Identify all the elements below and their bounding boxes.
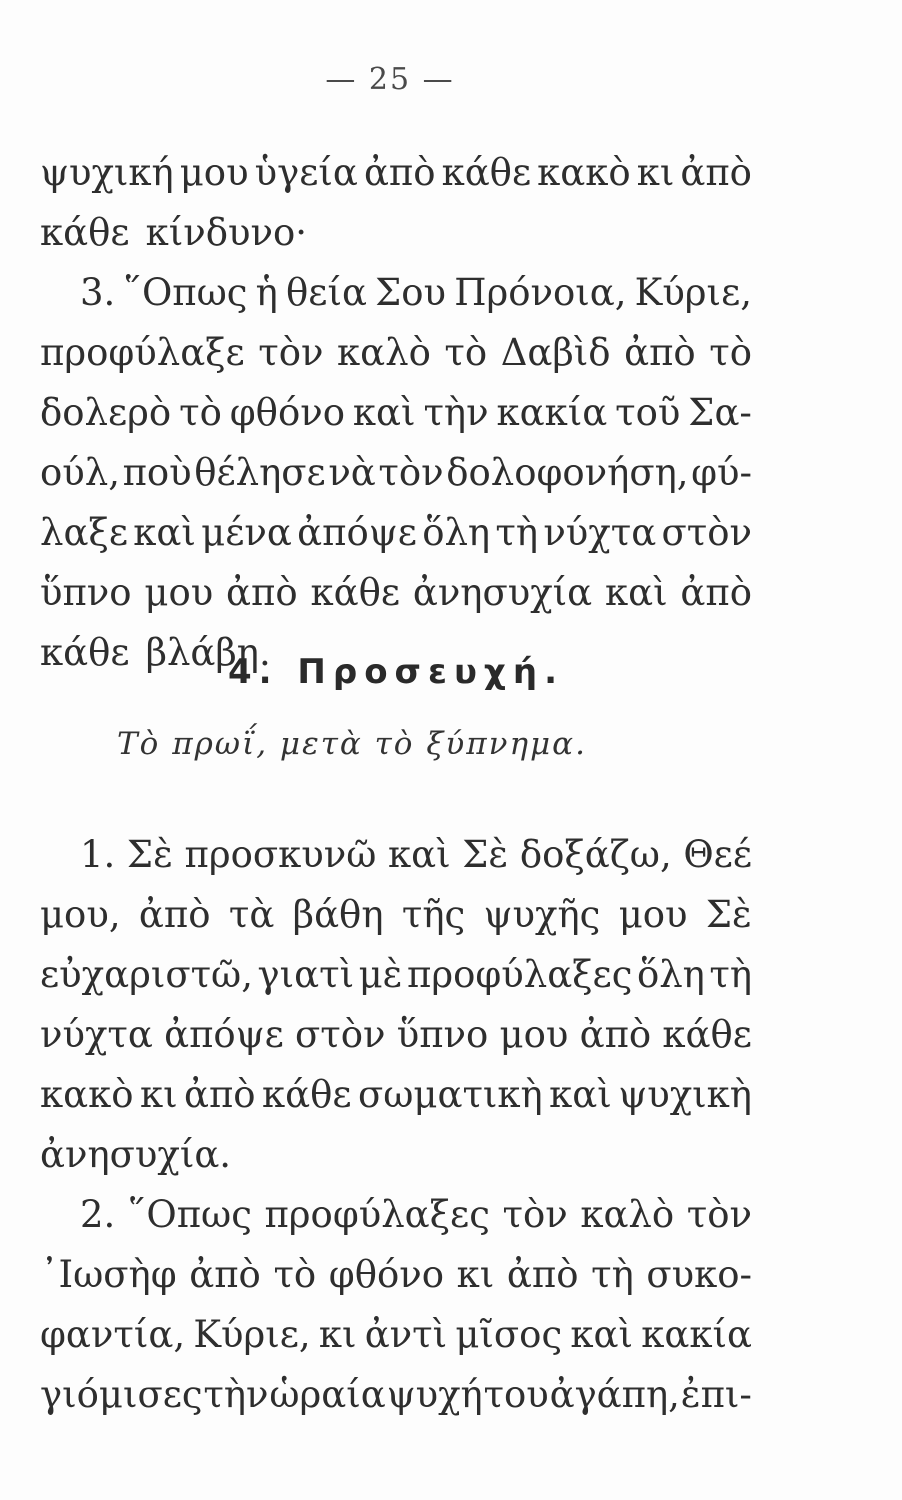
word: κάθε bbox=[662, 1013, 752, 1056]
word: προφύλαξε bbox=[40, 331, 245, 374]
text-line bbox=[40, 945, 752, 1005]
word: ὅλη bbox=[422, 511, 491, 554]
word: ὕπνο bbox=[40, 571, 132, 614]
word: ἀγάπη, bbox=[549, 1373, 680, 1416]
word: ψυχῆς bbox=[483, 893, 601, 936]
word: λαξε bbox=[40, 511, 128, 554]
word: τοῦ bbox=[615, 391, 681, 434]
word: ψυχική bbox=[40, 151, 174, 194]
word: ἀπὸ bbox=[189, 1253, 261, 1296]
word: ὕπνο bbox=[396, 1013, 489, 1056]
word: βλάβη. bbox=[145, 631, 271, 674]
word: καλὸ bbox=[580, 1193, 675, 1236]
word: γιατὶ bbox=[257, 953, 355, 996]
word: ἀνησυχία. bbox=[40, 1133, 232, 1176]
word: του bbox=[483, 1373, 549, 1416]
word: προφύλαξες bbox=[407, 953, 633, 996]
word: ὡραία bbox=[269, 1373, 386, 1416]
word: βάθη bbox=[292, 893, 384, 936]
word: κακὸ bbox=[537, 151, 631, 194]
text-line bbox=[40, 1065, 752, 1125]
word: τὴ bbox=[495, 511, 539, 554]
text-line bbox=[40, 203, 752, 263]
word: καὶ bbox=[352, 391, 416, 434]
word: κι bbox=[139, 1073, 178, 1116]
word: ἐπι- bbox=[680, 1373, 752, 1416]
word: μένα bbox=[201, 511, 292, 554]
word: ποὺ bbox=[122, 451, 192, 494]
word: ᾿Ιωσὴφ bbox=[40, 1253, 177, 1296]
word: 1. bbox=[80, 833, 116, 876]
word: γιόμισες bbox=[40, 1373, 203, 1416]
text-line bbox=[40, 263, 752, 323]
word: 2. bbox=[80, 1193, 116, 1236]
word: μου bbox=[144, 571, 214, 614]
word: Σου bbox=[375, 271, 447, 314]
word: σωματικὴ bbox=[358, 1073, 543, 1116]
word: συκο- bbox=[646, 1253, 752, 1296]
word: εὐχαριστῶ, bbox=[40, 953, 253, 996]
word: κάθε bbox=[310, 571, 401, 614]
word: Σὲ bbox=[126, 833, 173, 876]
word: κίνδυνο· bbox=[145, 211, 307, 254]
text-line bbox=[40, 383, 752, 443]
word: ἀπὸ bbox=[624, 331, 696, 374]
word: μῖσος bbox=[455, 1313, 563, 1356]
word: Σὲ bbox=[462, 833, 509, 876]
word: ῞Οπως bbox=[123, 271, 248, 314]
word: καλὸ bbox=[337, 331, 431, 374]
word: Κύριε, bbox=[193, 1313, 311, 1356]
word: μου, bbox=[40, 893, 121, 936]
word: ἀπόψε bbox=[297, 511, 417, 554]
text-line bbox=[40, 1005, 752, 1065]
word: τὴ bbox=[591, 1253, 634, 1296]
word: τῆς bbox=[401, 893, 466, 936]
word: κάθε bbox=[40, 631, 130, 674]
word: φθόνο bbox=[229, 391, 345, 434]
word: μου bbox=[499, 1013, 569, 1056]
text-line bbox=[40, 563, 752, 623]
word: στὸν bbox=[295, 1013, 386, 1056]
word: τὸ bbox=[273, 1253, 317, 1296]
word: δοξάζω, bbox=[519, 833, 672, 876]
text-line bbox=[40, 143, 752, 203]
text-line bbox=[40, 1185, 752, 1245]
word: τὴν bbox=[423, 391, 489, 434]
word: τὸ bbox=[709, 331, 752, 374]
word: κάθε bbox=[40, 211, 130, 254]
word: θέλησε bbox=[194, 451, 326, 494]
word: νύχτα bbox=[543, 511, 657, 554]
word: νὰ bbox=[328, 451, 376, 494]
word: προφύλαξες bbox=[264, 1193, 490, 1236]
text-line bbox=[40, 885, 752, 945]
word: τὴν bbox=[203, 1373, 269, 1416]
word: Σα- bbox=[688, 391, 752, 434]
text-line bbox=[40, 443, 752, 503]
word: τὸν bbox=[378, 451, 444, 494]
word: Σὲ bbox=[705, 893, 752, 936]
word: τὸ bbox=[444, 331, 488, 374]
word: 3. bbox=[80, 271, 116, 314]
word: τὸ bbox=[179, 391, 222, 434]
word: ἀπὸ bbox=[680, 151, 752, 194]
text-line bbox=[40, 1125, 752, 1185]
word: κακία bbox=[641, 1313, 752, 1356]
word: φαντία, bbox=[40, 1313, 186, 1356]
word: κι bbox=[456, 1253, 495, 1296]
word: ἀπὸ bbox=[579, 1013, 652, 1056]
word: ἡ bbox=[255, 271, 278, 314]
word: στὸν bbox=[661, 511, 752, 554]
word: ἀπὸ bbox=[363, 151, 436, 194]
word: Πρόνοια, bbox=[454, 271, 627, 314]
word: τὸν bbox=[258, 331, 324, 374]
word: καὶ bbox=[133, 511, 196, 554]
word: ῞Οπως bbox=[127, 1193, 252, 1236]
word: τὴ bbox=[709, 953, 752, 996]
word: κι bbox=[318, 1313, 357, 1356]
word: ἀντὶ bbox=[364, 1313, 448, 1356]
text-line bbox=[40, 1365, 752, 1425]
word: ἀπόψε bbox=[164, 1013, 284, 1056]
text-line bbox=[40, 1245, 752, 1305]
prayer-subheading: Τὸ πρωΐ, μετὰ τὸ ξύπνημα. bbox=[117, 726, 587, 762]
prayer-heading: 4. Προσευχή. bbox=[228, 652, 564, 692]
word: προσκυνῶ bbox=[184, 833, 377, 876]
word: κι bbox=[636, 151, 675, 194]
word: καὶ bbox=[549, 1073, 612, 1116]
word: ψυχή bbox=[386, 1373, 483, 1416]
paragraph-block-1 bbox=[40, 143, 752, 683]
word: φύ- bbox=[691, 451, 752, 494]
word: δολερὸ bbox=[40, 391, 172, 434]
word: κακὸ bbox=[40, 1073, 134, 1116]
text-line bbox=[40, 503, 752, 563]
word: τὸν bbox=[502, 1193, 568, 1236]
word: κάθε bbox=[441, 151, 532, 194]
word: Κύριε, bbox=[634, 271, 752, 314]
word: καὶ bbox=[604, 571, 668, 614]
word: θεία bbox=[286, 271, 367, 314]
word: Θεέ bbox=[683, 833, 752, 876]
paragraph-block-2 bbox=[40, 825, 752, 1425]
word: κακία bbox=[496, 391, 608, 434]
word: ούλ, bbox=[40, 451, 120, 494]
word: ὑγεία bbox=[254, 151, 358, 194]
word: τὰ bbox=[228, 893, 275, 936]
word: μὲ bbox=[358, 953, 403, 996]
word: φθόνο bbox=[328, 1253, 445, 1296]
text-line bbox=[40, 825, 752, 885]
text-line bbox=[40, 323, 752, 383]
word: κάθε bbox=[262, 1073, 352, 1116]
word: Δαβὶδ bbox=[500, 331, 611, 374]
text-line bbox=[40, 1305, 752, 1365]
word: καὶ bbox=[570, 1313, 633, 1356]
word: ἀπὸ bbox=[226, 571, 298, 614]
word: μου bbox=[618, 893, 688, 936]
word: ἀπὸ bbox=[138, 893, 211, 936]
word: δολοφονήση, bbox=[446, 451, 689, 494]
word: ψυχικὴ bbox=[618, 1073, 752, 1116]
word: ὅλη bbox=[636, 953, 705, 996]
word: ἀπὸ bbox=[506, 1253, 579, 1296]
word: ἀπὸ bbox=[184, 1073, 256, 1116]
word: νύχτα bbox=[40, 1013, 153, 1056]
word: ἀπὸ bbox=[680, 571, 752, 614]
page-number: — 25 — bbox=[325, 62, 455, 97]
word: καὶ bbox=[388, 833, 451, 876]
word: τὸν bbox=[686, 1193, 752, 1236]
word: μου bbox=[179, 151, 249, 194]
word: ἀνησυχία bbox=[412, 571, 593, 614]
